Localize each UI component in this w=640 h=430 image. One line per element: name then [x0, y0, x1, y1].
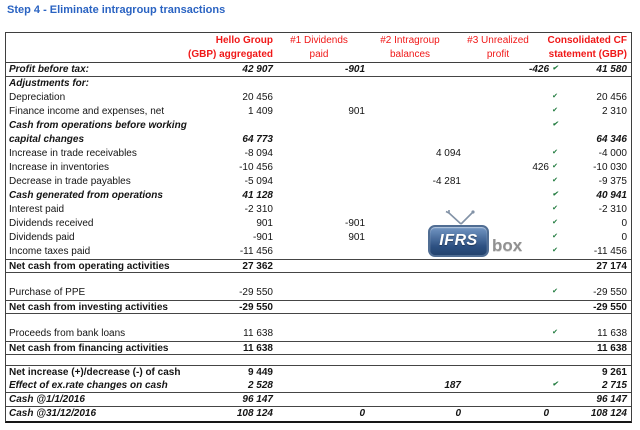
header-dividends-line2: paid	[309, 49, 329, 60]
tv-antenna-icon	[444, 210, 478, 225]
tick-cell	[549, 203, 561, 217]
cell-consolidated: 0	[621, 232, 627, 243]
cell-unrealized	[461, 327, 549, 341]
header-intragroup-line1: #2 Intragroup	[380, 35, 440, 46]
row-label: Decrease in trade payables	[9, 176, 131, 187]
cell-aggregated: -29 550	[239, 302, 273, 313]
cell-aggregated: -2 310	[244, 204, 273, 215]
tick-mark-icon: ✔	[552, 107, 558, 114]
tick-cell	[549, 133, 561, 147]
cell-unrealized	[461, 77, 549, 91]
cell-aggregated: -8 094	[244, 148, 273, 159]
cell-aggregated: 20 456	[242, 92, 273, 103]
cell-dividends	[273, 203, 365, 217]
tick-cell	[549, 175, 561, 189]
table-row	[6, 133, 631, 147]
row-label: Net cash from investing activities	[9, 302, 168, 313]
spacer-row	[6, 273, 631, 286]
cell-unrealized: 426	[532, 162, 549, 173]
cell-consolidated: -10 030	[593, 162, 627, 173]
cell-aggregated	[195, 119, 273, 133]
cell-intragroup	[365, 105, 461, 119]
header-aggregated-line1: Hello Group	[215, 35, 273, 46]
row-label: Cash from operations before working	[9, 120, 187, 131]
cell-consolidated: 41 580	[596, 64, 627, 75]
row-label: Cash @1/1/2016	[9, 394, 85, 405]
row-label: Increase in inventories	[9, 162, 110, 173]
cell-unrealized	[461, 393, 549, 406]
cell-unrealized	[461, 189, 549, 203]
cell-intragroup: -4 281	[432, 176, 461, 187]
tick-mark-icon: ✔	[552, 329, 558, 336]
table-row	[6, 259, 631, 273]
header-consolidated-line2: statement (GBP)	[548, 49, 627, 60]
cashflow-worksheet	[5, 32, 632, 423]
cell-dividends	[273, 342, 365, 354]
row-label: Increase in trade receivables	[9, 148, 137, 159]
cell-intragroup: 187	[444, 380, 461, 391]
cell-consolidated: 0	[621, 218, 627, 229]
tick-mark-icon: ✔	[552, 149, 558, 156]
cell-consolidated: -29 550	[593, 302, 627, 313]
tick-cell	[549, 286, 561, 300]
table-row	[6, 147, 631, 161]
row-label: Purchase of PPE	[9, 287, 86, 298]
cell-consolidated: 9 261	[601, 367, 627, 378]
table-row	[6, 393, 631, 407]
tick-cell	[549, 105, 561, 119]
cell-intragroup	[365, 63, 461, 76]
header-intragroup-line2: balances	[389, 49, 431, 60]
cell-unrealized	[461, 342, 549, 354]
header-intragroup	[365, 34, 455, 62]
tick-mark-icon: ✔	[552, 219, 558, 226]
cell-dividends: 0	[359, 408, 365, 419]
cell-unrealized	[461, 175, 549, 189]
tick-cell	[549, 161, 561, 175]
cell-consolidated: -29 550	[593, 287, 627, 298]
table-header-row	[6, 33, 631, 63]
cell-aggregated: 2 528	[247, 380, 273, 391]
cell-intragroup	[365, 91, 461, 105]
header-consolidated-line1: Consolidated CF	[547, 35, 627, 46]
cell-aggregated: 11 638	[243, 328, 273, 339]
tick-cell	[549, 63, 561, 76]
tick-mark-icon: ✔	[552, 163, 558, 170]
cell-aggregated: -5 094	[244, 176, 273, 187]
cell-consolidated	[561, 119, 631, 133]
cell-unrealized	[461, 301, 549, 313]
cell-dividends: 901	[348, 232, 365, 243]
spacer-row	[6, 314, 631, 327]
row-label: Interest paid	[9, 204, 65, 215]
header-unrealized	[455, 34, 541, 62]
cell-aggregated: 64 773	[242, 134, 273, 145]
header-dividends-line1: #1 Dividends	[290, 35, 348, 46]
header-aggregated-line2: (GBP) aggregated	[187, 49, 273, 60]
header-unrealized-line1: #3 Unrealized	[467, 35, 529, 46]
cell-consolidated: 11 638	[596, 343, 627, 354]
cell-consolidated: 11 638	[597, 328, 627, 339]
cell-unrealized	[461, 147, 549, 161]
row-label: Net increase (+)/decrease (-) of cash	[9, 367, 181, 378]
cell-dividends	[273, 393, 365, 406]
cell-unrealized	[461, 119, 549, 133]
tick-cell	[549, 147, 561, 161]
cell-dividends	[273, 286, 365, 300]
tick-mark-icon: ✔	[552, 93, 558, 100]
tick-cell	[549, 342, 561, 354]
cell-consolidated: -2 310	[598, 204, 627, 215]
table-row	[6, 286, 631, 300]
cell-intragroup	[365, 366, 461, 379]
cell-aggregated: -901	[252, 232, 273, 243]
spacer-row	[6, 355, 631, 365]
cell-consolidated: -11 456	[593, 246, 627, 257]
table-row	[6, 365, 631, 379]
cell-intragroup	[365, 301, 461, 313]
cell-consolidated: 40 941	[596, 190, 627, 201]
cell-consolidated	[561, 77, 631, 91]
table-row	[6, 161, 631, 175]
tick-cell	[549, 217, 561, 231]
cell-unrealized	[461, 105, 549, 119]
cell-aggregated: 901	[256, 218, 273, 229]
cell-dividends	[273, 245, 365, 259]
cell-consolidated: 64 346	[596, 134, 627, 145]
row-label: Proceeds from bank loans	[9, 328, 126, 339]
header-label-spacer	[6, 34, 106, 62]
tick-cell	[549, 327, 561, 341]
page-title: Step 4 - Eliminate intragroup transactions	[7, 4, 226, 16]
cell-aggregated: -29 550	[239, 287, 273, 298]
cell-consolidated: 2 310	[601, 106, 627, 117]
cell-dividends	[273, 161, 365, 175]
cell-consolidated: -9 375	[598, 176, 627, 187]
cell-intragroup	[365, 133, 461, 147]
header-unrealized-line2: profit	[486, 49, 510, 60]
cell-intragroup	[365, 189, 461, 203]
table-row	[6, 300, 631, 314]
table-row	[6, 91, 631, 105]
row-label: Dividends received	[9, 218, 94, 229]
row-label: Dividends paid	[9, 232, 75, 243]
cell-intragroup	[365, 77, 461, 91]
row-label: Profit before tax:	[9, 64, 90, 75]
row-label: Adjustments for:	[9, 78, 89, 89]
table-row	[6, 105, 631, 119]
ifrs-logo-text: IFRS	[439, 232, 478, 249]
cell-dividends	[273, 119, 365, 133]
row-label: Effect of ex.rate changes on cash	[9, 380, 168, 391]
tick-mark-icon: ✔	[552, 288, 558, 295]
tick-mark-icon: ✔	[552, 381, 558, 388]
ifrsbox-suffix-text: box	[492, 236, 523, 255]
cell-aggregated: -11 456	[239, 246, 273, 257]
table-row	[6, 245, 631, 259]
tick-mark-icon: ✔	[552, 65, 558, 72]
cell-intragroup: 0	[455, 408, 461, 419]
cell-aggregated: 42 907	[242, 64, 273, 75]
tick-mark-icon: ✔	[552, 205, 558, 212]
cell-intragroup	[365, 119, 461, 133]
cell-aggregated: 41 128	[242, 190, 273, 201]
table-row	[6, 341, 631, 355]
cell-dividends: -901	[344, 64, 365, 75]
cell-intragroup	[365, 342, 461, 354]
row-label: Finance income and expenses, net	[9, 106, 165, 117]
table-row	[6, 217, 631, 231]
row-label: Net cash from financing activities	[9, 343, 169, 354]
cell-dividends	[273, 327, 365, 341]
table-row	[6, 379, 631, 393]
cell-dividends	[273, 379, 365, 392]
row-label: Cash generated from operations	[9, 190, 163, 201]
ifrs-tv-logo	[428, 225, 489, 257]
cell-aggregated: 11 638	[242, 343, 273, 354]
header-consolidated	[541, 34, 631, 62]
cell-unrealized	[461, 366, 549, 379]
cell-dividends	[273, 77, 365, 91]
cell-aggregated: 1 409	[247, 106, 273, 117]
cell-dividends	[273, 189, 365, 203]
cell-unrealized	[461, 379, 549, 392]
table-row	[6, 77, 631, 91]
cell-intragroup	[365, 161, 461, 175]
row-label: Cash @31/12/2016	[9, 408, 97, 419]
tick-cell	[549, 379, 561, 392]
cell-unrealized	[461, 260, 549, 272]
table-row	[6, 63, 631, 77]
cell-dividends: 901	[348, 106, 365, 117]
row-label: capital changes	[9, 134, 85, 145]
tick-cell	[549, 77, 561, 91]
cell-dividends	[273, 147, 365, 161]
cell-consolidated: 96 147	[596, 394, 627, 405]
table-row	[6, 189, 631, 203]
cell-aggregated: 96 147	[242, 394, 273, 405]
tick-cell	[549, 301, 561, 313]
tick-cell	[549, 407, 561, 421]
cell-consolidated: 2 715	[601, 380, 627, 391]
row-label: Income taxes paid	[9, 246, 91, 257]
table-row	[6, 175, 631, 189]
cell-unrealized: -426	[528, 64, 549, 75]
table-row	[6, 407, 631, 421]
cell-intragroup	[365, 286, 461, 300]
cell-consolidated: 27 174	[596, 261, 627, 272]
cell-unrealized	[461, 91, 549, 105]
cell-aggregated: 108 124	[236, 408, 273, 419]
cell-intragroup	[365, 327, 461, 341]
cell-aggregated: 27 362	[242, 261, 273, 272]
tick-mark-icon: ✔	[552, 191, 558, 198]
row-label: Depreciation	[9, 92, 66, 103]
table-row	[6, 327, 631, 341]
cell-aggregated	[195, 77, 273, 91]
cell-intragroup: 4 094	[435, 148, 461, 159]
cell-consolidated: -4 000	[598, 148, 627, 159]
tick-cell	[549, 245, 561, 259]
tick-cell	[549, 189, 561, 203]
tick-mark-icon: ✔	[552, 177, 558, 184]
cell-unrealized	[461, 133, 549, 147]
cell-intragroup	[365, 260, 461, 272]
cell-aggregated: 9 449	[247, 367, 273, 378]
header-dividends	[273, 34, 365, 62]
cell-consolidated: 108 124	[590, 408, 627, 419]
cell-dividends	[273, 366, 365, 379]
tick-cell	[549, 91, 561, 105]
header-aggregated	[106, 34, 273, 62]
tick-cell	[549, 393, 561, 406]
tick-mark-icon: ✔	[552, 121, 558, 128]
table-row	[6, 231, 631, 245]
tick-cell	[549, 231, 561, 245]
ifrsbox-watermark	[428, 210, 522, 257]
table-row	[6, 119, 631, 133]
cell-dividends	[273, 91, 365, 105]
cell-aggregated: -10 456	[239, 162, 273, 173]
tick-mark-icon: ✔	[552, 233, 558, 240]
row-label: Net cash from operating activities	[9, 261, 170, 272]
cell-dividends	[273, 260, 365, 272]
cell-dividends	[273, 301, 365, 313]
tick-cell	[549, 260, 561, 272]
cell-consolidated: 20 456	[596, 92, 627, 103]
table-row	[6, 203, 631, 217]
cell-dividends	[273, 175, 365, 189]
cell-unrealized: 0	[543, 408, 549, 419]
cell-dividends: -901	[344, 218, 365, 229]
cell-unrealized	[461, 286, 549, 300]
cell-dividends	[273, 133, 365, 147]
tick-cell	[549, 119, 561, 133]
cell-intragroup	[365, 393, 461, 406]
table-body	[6, 63, 631, 421]
tick-mark-icon: ✔	[552, 247, 558, 254]
